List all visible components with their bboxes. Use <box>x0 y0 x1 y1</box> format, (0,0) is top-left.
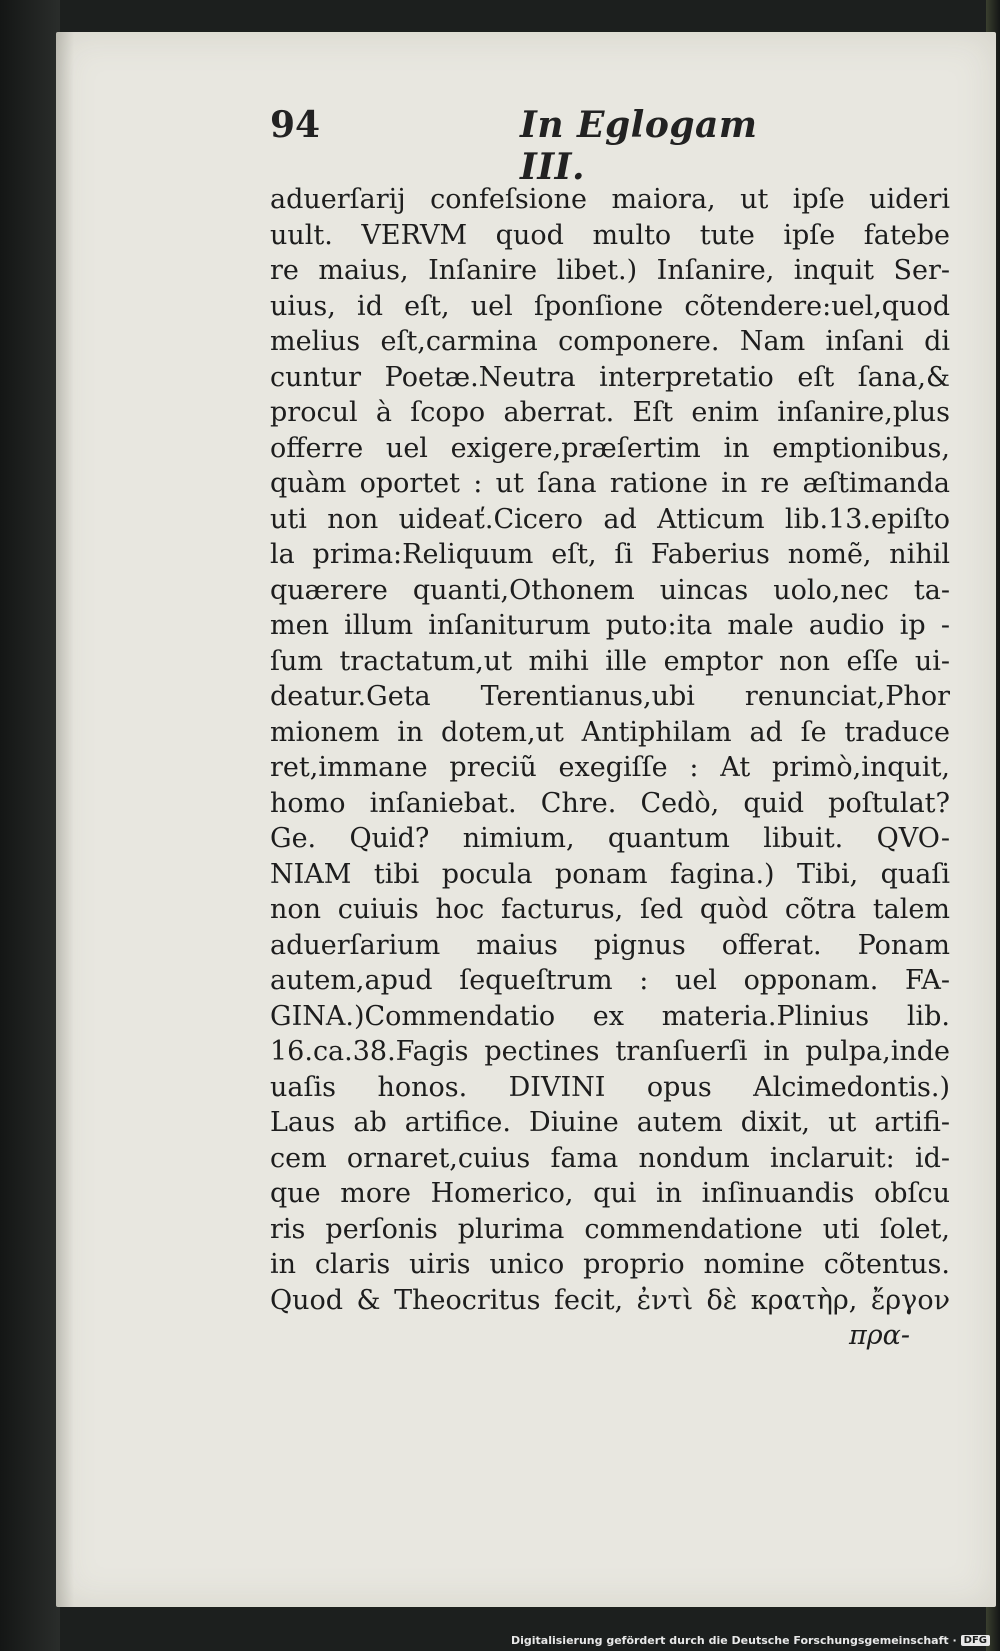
text-line: cuntur Poetæ.Neutra interpretatio eſt ſana,& <box>270 361 950 393</box>
text-line: men illum inſaniturum puto:ita male audio ip - <box>270 610 950 641</box>
page-gutter-shadow <box>56 32 74 1607</box>
text-line: melius eſt,carmina componere. Nam inſani di <box>270 326 950 357</box>
text-line: deatur.Geta Terentianus,ubi renunciat,Phor <box>270 681 950 712</box>
digitization-credit <box>511 1634 990 1647</box>
credit-text: Digitalisierung gefördert durch die Deutsche Forschungsgemeinschaft · <box>510 1634 957 1647</box>
catchword: πρα- <box>849 1320 910 1351</box>
text-line: procul à ſcopo aberrat. Eſt enim inſanire,plus <box>270 397 950 428</box>
text-line: Quod & Theocritus fecit, ἐντὶ δὲ κρατὴρ, ἔργον <box>270 1284 950 1316</box>
running-head: In Eglogam III. <box>520 104 758 188</box>
text-line: cem ornaret,cuius fama nondum inclaruit: id- <box>270 1142 950 1174</box>
text-line: in claris uiris unico proprio nomine cõtentus. <box>270 1249 950 1280</box>
text-line: aduerſarium maius pignus offerat. Ponam <box>270 929 950 961</box>
text-line: ſum tractatum,ut mihi ille emptor non eſſe ui- <box>270 645 950 677</box>
body-text <box>270 182 950 1354</box>
text-line: ris perſonis plurima commendatione uti ſolet, <box>270 1213 950 1245</box>
text-line: Ge. Quid? nimium, quantum libuit. QVO- <box>270 823 950 854</box>
text-line: uti non uideať.Cicero ad Atticum lib.13.epiſto <box>270 503 950 535</box>
text-line: autem,apud ſequeſtrum : uel opponam. FA- <box>270 965 950 996</box>
text-line: ret,immane preciũ exegiſſe : At primò,inquit, <box>270 752 950 783</box>
scan-background-left <box>0 0 60 1651</box>
text-line: la prima:Reliquum eſt, ſi Faberius nomẽ, nihil <box>270 539 950 570</box>
page-header <box>270 104 790 188</box>
text-line: offerre uel exigere,præſertim in emptionibus, <box>270 432 950 464</box>
text-line: mionem in dotem,ut Antiphilam ad ſe traduce <box>270 716 950 748</box>
text-line: 16.ca.38.Fagis pectines tranſuerſi in pulpa,inde <box>270 1036 950 1067</box>
text-line: quærere quanti,Othonem uincas uolo,nec ta- <box>270 574 950 606</box>
text-line: GINA.)Commendatio ex materia.Plinius lib. <box>270 1000 950 1032</box>
text-line: NIAM tibi pocula ponam fagina.) Tibi, quaſi <box>270 858 950 890</box>
text-line: Laus ab artifice. Diuine autem dixit, ut artifi- <box>270 1107 950 1138</box>
text-line: uius, id eſt, uel ſponſione cõtendere:uel,quod <box>270 290 950 322</box>
text-line: aduerſarij confeſsione maiora, ut ipſe uideri <box>270 184 950 215</box>
dfg-logo: DFG <box>961 1635 990 1646</box>
text-line: uult. VERVM quod multo tute ipſe fatebe <box>270 219 950 251</box>
text-line: uaſis honos. DIVINI opus Alcimedontis.) <box>270 1071 950 1103</box>
text-line: homo inſaniebat. Chre. Cedò, quid poſtulat? <box>270 787 950 819</box>
page-number: 94 <box>270 104 321 146</box>
text-line: quàm oportet : ut ſana ratione in re æſtimanda <box>270 468 950 499</box>
text-line: re maius, Inſanire libet.) Inſanire, inquit Ser- <box>270 255 950 286</box>
text-line: que more Homerico, qui in inſinuandis obſcu <box>270 1178 950 1209</box>
text-line: non cuiuis hoc facturus, ſed quòd cõtra talem <box>270 894 950 925</box>
